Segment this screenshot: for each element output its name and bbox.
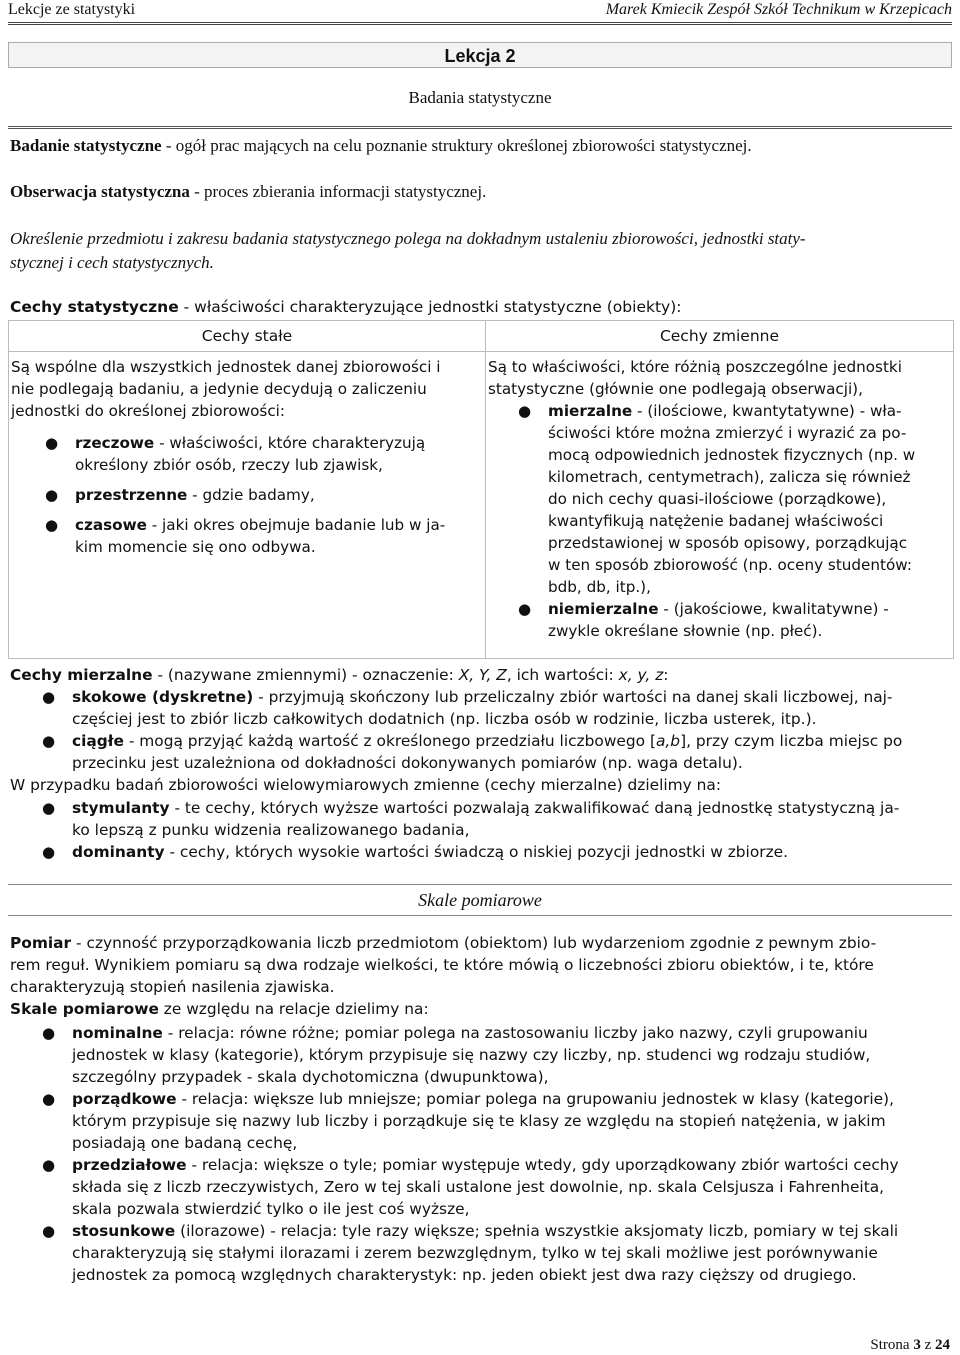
term: Pomiar (10, 934, 72, 952)
list-item (42, 1022, 950, 1088)
text-line: określony zbiór osób, rzeczy lub zjawisk, (75, 456, 383, 474)
cechy-table (8, 320, 954, 659)
term: mierzalne (548, 402, 633, 420)
bullet-icon: ● (518, 600, 532, 618)
text-line: - relacja: większe o tyle; pomiar występuje wtedy, gdy uporządkowany zbiór wartości cechy (186, 1156, 899, 1174)
text-line: posiadają one badaną cechę, (72, 1134, 298, 1152)
definition-text: - właściwości charakteryzujące jednostki statystyczne (obiekty): (178, 298, 682, 316)
lesson-subtitle: Badania statystyczne (408, 88, 552, 107)
list-item (42, 730, 950, 774)
term: skokowe (dyskretne) (72, 688, 254, 706)
text-line: rem reguł. Wynikiem pomiaru są dwa rodzaje wielkości, te które mówią o liczebności zbioru obiektów, i te, które (10, 956, 874, 974)
text-line: częściej jest to zbiór liczb całkowitych dodatnich (np. liczba osób w rodzinie, liczba usterek, itp.). (72, 710, 817, 728)
page-label: Strona (870, 1337, 910, 1353)
text-line: przecinku jest uzależniona od dokładności dokonywanych pomiarów (np. waga detalu). (72, 754, 743, 772)
term: przestrzenne (75, 486, 188, 504)
header-title: Lekcje ze statystyki (8, 1, 136, 18)
bullet-icon: ● (42, 1024, 56, 1042)
text-line: zwykle określane słownie (np. płeć). (548, 622, 823, 640)
list-item (42, 1154, 950, 1220)
bullet-icon: ● (45, 516, 59, 534)
text: - (nazywane zmiennymi) - oznaczenie: (152, 666, 459, 684)
list-item (45, 432, 483, 476)
list-skale (42, 1022, 950, 1286)
text-line: do nich cechy quasi-ilościowe (porządkowe), (548, 490, 887, 508)
mierzalne-intro (10, 664, 950, 686)
text-line: (ilorazowe) - relacja: tyle razy większe; spełnia wszystkie aksjomaty liczb, pomiary w tej skali (175, 1222, 899, 1240)
definition-cechy (10, 296, 950, 318)
text-line: Są to właściwości, które różnią poszczególne jednostki (488, 358, 902, 376)
text-line: charakteryzują stopień nasilenia zjawiska. (10, 978, 335, 996)
term: Cechy statystyczne (10, 298, 179, 316)
column-header-zmienne: Cechy zmienne (486, 321, 954, 352)
text-line: - relacja: równe różne; pomiar polega na zastosowaniu liczby jako nazwy, czyli grupowaniu (162, 1024, 868, 1042)
list-wielowymiarowe (42, 797, 950, 863)
text-line: - przyjmują skończony lub przeliczalny zbiór wartości na danej skali liczbowej, naj- (253, 688, 893, 706)
term: Cechy mierzalne (10, 666, 153, 684)
bullet-icon: ● (42, 1222, 56, 1240)
text-line: stycznej i cech statystycznych. (10, 253, 214, 272)
text: ], przy czym liczba miejsc po (680, 732, 903, 750)
paragraph-okreslenie (10, 227, 950, 275)
text: ze względu na relacje dzielimy na: (158, 1000, 429, 1018)
list-item (42, 841, 950, 863)
term: Skale pomiarowe (10, 1000, 159, 1018)
divider (8, 126, 952, 129)
page-number (870, 1337, 950, 1354)
definition-obserwacja (10, 180, 950, 204)
text-line: - (ilościowe, kwantytatywne) - wła- (632, 402, 902, 420)
text-line: bdb, db, itp.), (548, 578, 651, 596)
current-page: 3 (913, 1337, 921, 1353)
total-pages: 24 (935, 1337, 950, 1353)
column-header-stale: Cechy stałe (9, 321, 486, 352)
text-line: składa się z liczb rzeczywistych, Zero w tej skali ustalone jest dowolnie, np. skala Celsjusza i Fahrenheita, (72, 1178, 885, 1196)
term: stosunkowe (72, 1222, 176, 1240)
term: stymulanty (72, 799, 170, 817)
term: Obserwacja statystyczna (10, 182, 190, 201)
text: - mogą przyjąć każdą wartość z określonego przedziału liczbowego [ (123, 732, 656, 750)
page-header (8, 0, 952, 25)
list-item (42, 1220, 950, 1286)
text-line: kim momencie się ono odbywa. (75, 538, 316, 556)
bullet-icon: ● (42, 688, 56, 706)
text-line: przedstawionej w sposób opisowy, porządkując (548, 534, 908, 552)
definition-text: - proces zbierania informacji statystycznej. (189, 182, 487, 201)
text-line: statystyczne (głównie one podlegają obserwacji), (488, 380, 863, 398)
term: dominanty (72, 843, 165, 861)
bullet-icon: ● (42, 732, 56, 750)
text-line: Określenie przedmiotu i zakresu badania statystycznego polega na dokładnym ustaleniu zbiorowości, jednostki staty- (10, 229, 806, 248)
term: czasowe (75, 516, 147, 534)
values: x, y, z (618, 666, 664, 684)
bullet-icon: ● (42, 1090, 56, 1108)
term: przedziałowe (72, 1156, 187, 1174)
text-line: ściwości które można zmierzyć i wyrazić za po- (548, 424, 907, 442)
text-line: w ten sposób zbiorowość (np. oceny studentów: (548, 556, 912, 574)
wielowymiarowe-intro: W przypadku badań zbiorowości wielowymiarowych zmienne (cechy mierzalne) dzielimy na: (10, 776, 722, 794)
text: : (663, 666, 669, 684)
page-separator: z (924, 1337, 932, 1353)
header-author: Marek Kmiecik Zespół Szkół Technikum w Krzepicach (605, 1, 952, 18)
cell-zmienne (486, 352, 954, 659)
text-line: jednostek w klasy (kategorie), którym przypisuje się nazwy czy liczby, np. studenci wg rodzaju studiów, (72, 1046, 871, 1064)
lesson-title: Lekcja 2 (8, 42, 952, 68)
text-line: - jaki okres obejmuje badanie lub w ja- (146, 516, 446, 534)
text-line: - gdzie badamy, (187, 486, 315, 504)
definition-badanie (10, 134, 950, 158)
bullet-icon: ● (45, 486, 59, 504)
text-line: - właściwości, które charakteryzują (154, 434, 426, 452)
bullet-icon: ● (42, 843, 56, 861)
text-line: kilometrach, centymetrach), zalicza się również (548, 468, 911, 486)
text-line: skala pozwala stwierdzić tylko o ile jest coś wyższe, (72, 1200, 470, 1218)
text-line: Są wspólne dla wszystkich jednostek danej zbiorowości i (11, 358, 441, 376)
list-stale (45, 432, 483, 558)
text: , ich wartości: (506, 666, 619, 684)
text-line: ko lepszą z punku widzenia realizowanego badania, (72, 821, 470, 839)
text-line: charakteryzują się stałymi ilorazami i zerem bezwzględnym, tylko w tej skali możliwe jest porównywanie (72, 1244, 878, 1262)
text-line: - czynność przyporządkowania liczb przedmiotom (obiektom) lub wydarzeniom zgodnie z pewnym zbio- (71, 934, 877, 952)
bullet-icon: ● (42, 1156, 56, 1174)
text-line: - relacja: większe lub mniejsze; pomiar polega na grupowaniu jednostek w klasy (kategorie), (176, 1090, 894, 1108)
text-line: jednostki do określonej zbiorowości: (11, 402, 286, 420)
interval: a,b (655, 732, 681, 750)
term: rzeczowe (75, 434, 155, 452)
list-item (42, 1088, 950, 1154)
list-item (42, 797, 950, 841)
text-line: nie podlegają badaniu, a jedynie decydują o zaliczeniu (11, 380, 427, 398)
term: Badanie statystyczne (10, 136, 162, 155)
section-title-skale: Skale pomiarowe (8, 884, 952, 916)
bullet-icon: ● (518, 402, 532, 420)
text-line: kwantyfikują natężenie badanej właściwości (548, 512, 884, 530)
bullet-icon: ● (45, 434, 59, 452)
term: niemierzalne (548, 600, 659, 618)
term: porządkowe (72, 1090, 177, 1108)
definition-text: - ogół prac mających na celu poznanie struktury określonej zbiorowości statystycznej. (161, 136, 752, 155)
text-line: - cechy, których wysokie wartości świadczą o niskiej pozycji jednostki w zbiorze. (164, 843, 789, 861)
list-zmienne (518, 400, 951, 642)
term: nominalne (72, 1024, 163, 1042)
list-item (42, 686, 950, 730)
variables: X, Y, Z (458, 666, 507, 684)
list-item (518, 400, 951, 598)
text-line: - te cechy, których wyższe wartości pozwalają zakwalifikować daną jednostkę statystyczną ja- (169, 799, 900, 817)
term: ciągłe (72, 732, 124, 750)
list-mierzalne (42, 686, 950, 774)
text-line: którym przypisuje się nazwy lub liczby i porządkuje się te klasy ze względu na stopień natężenia, w jakim (72, 1112, 886, 1130)
text-line: jednostek za pomocą względnych charakterystyk: np. jeden obiekt jest dwa razy cięższy od drugiego. (72, 1266, 857, 1284)
definition-pomiar (10, 932, 950, 1020)
text-line: - (jakościowe, kwalitatywne) - (658, 600, 889, 618)
list-item (45, 514, 483, 558)
list-item (45, 484, 483, 506)
bullet-icon: ● (42, 799, 56, 817)
list-item (518, 598, 951, 642)
text-line: szczególny przypadek - skala dychotomiczna (dwupunktowa), (72, 1068, 549, 1086)
cell-stale (9, 352, 486, 659)
text-line: mocą odpowiednich jednostek fizycznych (np. w (548, 446, 916, 464)
